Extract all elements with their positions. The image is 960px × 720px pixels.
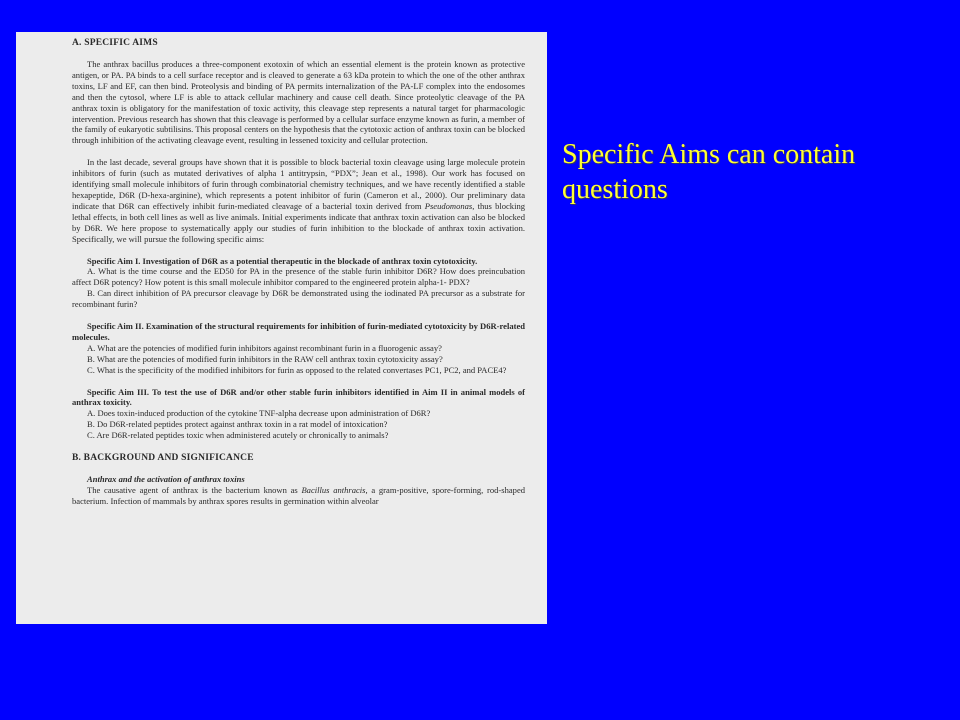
aim-3-question-c: C. Are D6R-related peptides toxic when administered acutely or chronically to animals? — [87, 430, 389, 441]
aims-paragraph-2 — [72, 157, 525, 244]
document-scan — [16, 32, 547, 624]
slide-caption: Specific Aims can contain questions — [562, 139, 856, 205]
section-a-title: A. SPECIFIC AIMS — [72, 38, 158, 48]
aim-2-heading: Specific Aim II. Examination of the structural requirements for inhibition of furin-mediated cytotoxicity by D6R-related molecules. — [72, 321, 525, 342]
background-paragraph — [72, 485, 525, 507]
aim-2-question-a: A. What are the potencies of modified furin inhibitors against recombinant furin in a fluorogenic assay? — [87, 342, 442, 353]
para3-italic: Bacillus anthracis — [301, 485, 366, 495]
para3-text-b: , a gram-positive, spore-forming, rod-shaped bacterium. Infection of mammals by anthrax spores results in germination within alveolar — [72, 485, 526, 506]
aims-paragraph-1: The anthrax bacillus produces a three-component exotoxin of which an essential element is the protein known as protective antigen, or PA. PA binds to a cell surface receptor and is cleaved to generate a 63 kDa protein to which the one of the other anthrax toxins, LF and EF, can then bind. Proteolysis and binding of PA permits internalization of the PA-LF complex into the endosomes and then the cytosol, where LF is able to attack cellular machinery and cause cell death. Since proteolytic cleavage of the PA anthrax toxin is obligatory for the manifestation of toxic activity, this cleavage step represents a natural target for pharmacologic intervention. Previous research has shown that this cleavage is performed by a cellular surface enzyme known as furin, a member of the family of eukaryotic subtilisins. This proposal centers on the hypothesis that the cytotoxic action of anthrax toxin can be blocked through inhibition of the activating cleavage event, resulting in lessened toxicity and cellular protection. — [72, 59, 525, 146]
section-b-title: B. BACKGROUND AND SIGNIFICANCE — [72, 453, 254, 464]
aim-2-question-b: B. What are the potencies of modified furin inhibitors in the RAW cell anthrax toxin cytotoxicity assay? — [87, 353, 443, 364]
aim-1-question-a: A. What is the time course and the ED50 for PA in the presence of the stable furin inhibitor D6R? How does preincubation affect D6R potency? How potent is this small molecule inhibitor compared to the engineered protein alpha-1- PDX? — [72, 266, 525, 288]
aim-2-question-c: C. What is the specificity of the modified inhibitors for furin as opposed to the related convertases PC1, PC2, and PACE4? — [87, 364, 507, 375]
para2-text-b: , thus blocking lethal effects, in both cell lines as well as live animals. Initial experiments indicate that anthrax toxin activation can also be blocked by D6R. We here propose to systematically apply our studies of furin inhibition to the blockade of anthrax toxin activation. Specifically, we will pursue the following specific aims: — [72, 200, 525, 244]
aim-3-question-b: B. Do D6R-related peptides protect against anthrax toxin in a rat model of intoxication? — [87, 419, 388, 430]
para2-italic: Pseudomonas — [424, 200, 473, 211]
subsection-title: Anthrax and the activation of anthrax toxins — [87, 474, 245, 485]
para2-text-a: In the last decade, several groups have shown that it is possible to block bacterial toxin cleavage using large molecule protein inhibitors of furin (such as mutated derivatives of alpha 1 antitrypsin, “PDX”; Jean et al., 1998). Our work has focused on identifying small molecule inhibitors of furin through combinatorial chemistry techniques, and we have recently identified a stable hexapeptide, D6R (D-hexa-arginine), which represents a potent inhibitor of furin (Cameron et al., 2000). Our preliminary data indicate that D6R can effectively inhibit furin-mediated cleavage of a bacterial toxin derived from — [72, 157, 525, 211]
aim-3-heading: Specific Aim III. To test the use of D6R and/or other stable furin inhibitors identified in Aim II in animal models of anthrax toxicity. — [72, 386, 525, 408]
aim-3-question-a: A. Does toxin-induced production of the cytokine TNF-alpha decrease upon administration of D6R? — [87, 408, 431, 419]
aim-1-heading: Specific Aim I. Investigation of D6R as a potential therapeutic in the blockade of anthrax toxin cytotoxicity. — [87, 255, 478, 266]
para3-text-a: The causative agent of anthrax is the bacterium known as — [87, 485, 302, 495]
aim-1-question-b: B. Can direct inhibition of PA precursor cleavage by D6R be demonstrated using the iodinated PA precursor as a substrate for recombinant furin? — [72, 288, 525, 310]
